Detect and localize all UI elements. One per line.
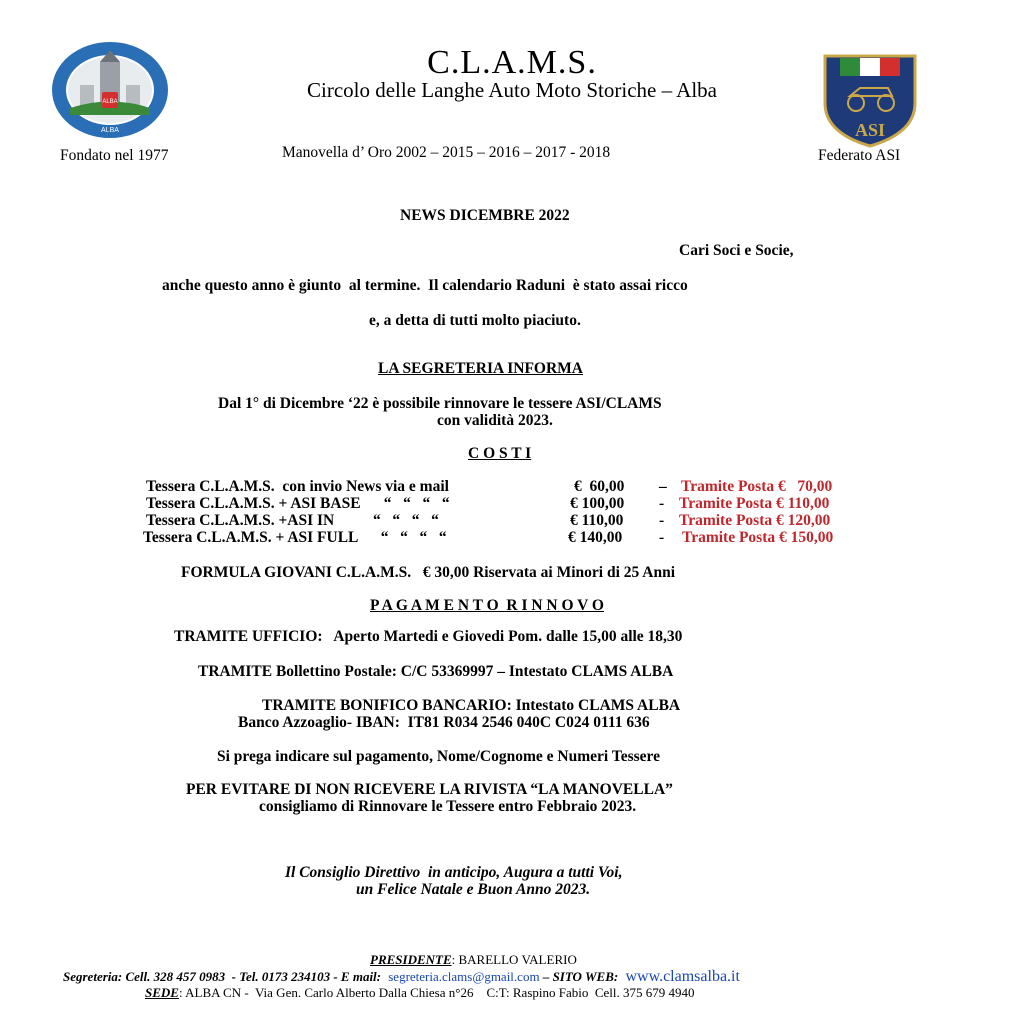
costi-row-name: Tessera C.L.A.M.S. con invio News via e mail (146, 478, 449, 495)
presidente-value: : BARELLO VALERIO (451, 952, 577, 967)
header-subtitle: Circolo delle Langhe Auto Moto Storiche – Alba (306, 78, 717, 102)
news-greeting: Cari Soci e Socie, (679, 242, 794, 259)
costi-row-posta: Tramite Posta € 70,00 (681, 478, 833, 495)
costi-heading: C O S T I (468, 445, 532, 462)
costi-row-name: Tessera C.L.A.M.S. + ASI BASE “ “ “ “ (146, 495, 450, 512)
founded-text: Fondato nel 1977 (60, 147, 169, 164)
logo-right-text: ASI (854, 120, 886, 140)
pagamento-indicare: Si prega indicare sul pagamento, Nome/Cognome e Numeri Tessere (217, 748, 661, 765)
pagamento-ufficio: TRAMITE UFFICIO: Aperto Martedi e Giovedi Pom. dalle 15,00 alle 18,30 (174, 628, 683, 645)
pagamento-evitare1: PER EVITARE DI NON RICEVERE LA RIVISTA “LA MANOVELLA” (186, 781, 673, 798)
pagamento-heading: P A G A M E N T O R I N N O V O (370, 597, 604, 614)
pagamento-bollettino: TRAMITE Bollettino Postale: C/C 53369997 – Intestato CLAMS ALBA (198, 663, 674, 680)
news-line2: e, a detta di tutti molto piaciuto. (369, 312, 581, 329)
pagamento-evitare2: consigliamo di Rinnovare le Tessere entro Febbraio 2023. (259, 798, 637, 815)
footer-sede (145, 985, 695, 1001)
federated-text: Federato ASI (818, 147, 901, 164)
logo-left-bottom-text: ALBA (101, 127, 119, 134)
pagamento-bonifico2: Banco Azzoaglio- IBAN: IT81 R034 2546 040C C024 0111 636 (238, 714, 650, 731)
segreteria-heading: LA SEGRETERIA INFORMA (378, 360, 583, 377)
email-link[interactable]: segreteria.clams@gmail.com (388, 969, 540, 984)
segreteria-line1: Dal 1° di Dicembre ‘22 è possibile rinnovare le tessere ASI/CLAMS (218, 395, 662, 412)
presidente-label: PRESIDENTE (370, 952, 452, 967)
footer-presidente (370, 952, 577, 968)
costi-table (0, 478, 1024, 548)
header-title: C.L.A.M.S. (427, 44, 597, 81)
costi-row-name: Tessera C.L.A.M.S. +ASI IN “ “ “ “ (146, 512, 439, 529)
sede-value: : ALBA CN - Via Gen. Carlo Alberto Dalla Chiesa n°26 C:T: Raspino Fabio Cell. 375 679 4940 (178, 985, 695, 1000)
sede-label: SEDE (145, 985, 179, 1000)
logo-asi (820, 48, 920, 148)
costi-row-posta: Tramite Posta € 120,00 (679, 512, 831, 529)
pagamento-bonifico1: TRAMITE BONIFICO BANCARIO: Intestato CLAMS ALBA (262, 697, 681, 714)
costi-row-price: € 110,00 (570, 512, 624, 529)
news-line1: anche questo anno è giunto al termine. Il calendario Raduni è stato assai ricco (162, 277, 688, 294)
auguri-line1: Il Consiglio Direttivo in anticipo, Augura a tutti Voi, (285, 864, 623, 881)
costi-row-name: Tessera C.L.A.M.S. + ASI FULL “ “ “ “ (143, 529, 447, 546)
costi-row-price: € 60,00 (574, 478, 625, 495)
segreteria-label: Segreteria: Cell. 328 457 0983 - Tel. 0173 234103 - E mail: (63, 969, 381, 984)
manovella-text: Manovella d’ Oro 2002 – 2015 – 2016 – 2017 - 2018 (282, 144, 611, 161)
costi-row-posta: Tramite Posta € 110,00 (679, 495, 830, 512)
logo-left-badge-text: ALBA (102, 99, 118, 105)
costi-row-price: € 100,00 (570, 495, 625, 512)
costi-row-posta: Tramite Posta € 150,00 (682, 529, 834, 546)
footer-contacts (63, 968, 740, 986)
giovani-line: FORMULA GIOVANI C.L.A.M.S. € 30,00 Riservata ai Minori di 25 Anni (181, 564, 676, 581)
auguri-line2: un Felice Natale e Buon Anno 2023. (356, 881, 591, 898)
costi-row-sep: - (659, 529, 665, 546)
costi-row-sep: – (659, 478, 667, 495)
sito-label: – SITO WEB: (539, 969, 619, 984)
costi-row-sep: - (659, 512, 665, 529)
costi-row-sep: - (659, 495, 665, 512)
segreteria-line2: con validità 2023. (437, 412, 553, 429)
costi-row-price: € 140,00 (568, 529, 623, 546)
news-title: NEWS DICEMBRE 2022 (400, 207, 570, 224)
website-link[interactable]: www.clamsalba.it (625, 968, 740, 985)
